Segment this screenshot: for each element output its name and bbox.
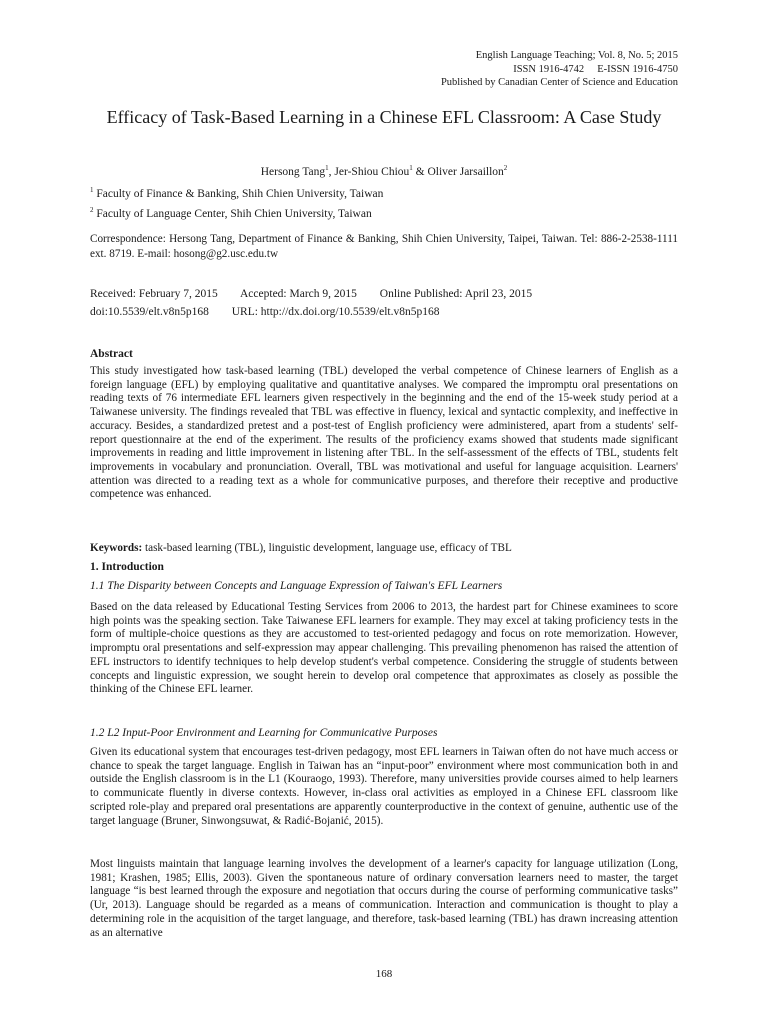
correspondence: Correspondence: Hersong Tang, Department of Finance & Banking, Shih Chien University, Taipei, Taiwan. Tel: 886-2-2538-1111 ext. 8719. E-mail: hosong@g2.usc.edu.tw [90,233,678,260]
author-name: Hersong Tang [260,166,326,178]
journal-citation: English Language Teaching; Vol. 8, No. 5; 2015 [475,50,678,61]
page-number: 168 [375,968,393,980]
author-name: Jer-Shiou Chiou [334,166,410,178]
subsection-heading-1-1: 1.1 The Disparity between Concepts and Language Expression of Taiwan's EFL Learners [90,580,503,592]
affiliation-1 [90,188,383,200]
affiliation-text: Faculty of Finance & Banking, Shih Chien University, Taiwan [96,188,384,200]
author-affiliation-marker: 1 [409,164,413,173]
affiliation-text: Faculty of Language Center, Shih Chien University, Taiwan [96,208,372,220]
author-separator: , [328,166,335,178]
accepted-date: Accepted: March 9, 2015 [240,288,357,300]
doi-url-line [90,306,439,318]
affiliation-number: 2 [90,206,94,215]
author-separator: & [412,166,428,178]
url-link[interactable]: URL: http://dx.doi.org/10.5539/elt.v8n5p168 [231,306,440,318]
author-affiliation-marker: 1 [325,164,329,173]
paragraph-1-2-a: Given its educational system that encourages test-driven pedagogy, most EFL learners in Taiwan often do not have much access or chance to speak the target language. English in Taiwan has an “input-poor” environment where most communication both in and outside the English classroom is in the L1 (Kouraogo, 1993). Therefore, many universities provide courses aimed to help learners to communicate fluently in diverse contexts. However, in-class oral activities as employed in a Chinese EFL classroom like scripted role-play and prepared oral presentations are apparently counterproductive in the context of genuine, authentic use of the target language (Bruner, Sinwongsuwat, & Radić-Bojanić, 2015). [90,746,678,827]
section-heading-introduction: 1. Introduction [90,561,164,573]
affiliation-number: 1 [90,186,94,195]
published-date: Online Published: April 23, 2015 [379,288,533,300]
author-affiliation-marker: 2 [503,164,508,173]
keywords-label: Keywords: [90,542,143,554]
paragraph-1-1: Based on the data released by Educational Testing Services from 2006 to 2013, the hardest part for Chinese examinees to score high points was the speaking section. Take Taiwanese EFL learners for example. They may excel at taking proficiency tests in the form of multiple-choice questions as they are accustomed to test-oriented pedagogy and focus on rote memorization. However, impromptu oral presentations and self-expression may appear challenging. This prevailing phenomenon has raised the attention of EFL instructors to identify techniques to help develop student's verbal competence. Considering the struggle of students between concepts and linguistic expression, we sought herein to develop oral competence that approximates as closely as possible the thinking of the Chinese EFL learner. [90,601,678,696]
issn-line: ISSN 1916-4742 E-ISSN 1916-4750 [513,64,678,75]
subsection-heading-1-2: 1.2 L2 Input-Poor Environment and Learning for Communicative Purposes [90,727,438,739]
publication-dates [90,288,532,300]
author-list [0,166,768,178]
received-date: Received: February 7, 2015 [90,288,218,300]
abstract-text: This study investigated how task-based learning (TBL) developed the verbal competence of Chinese learners of English as a foreign language (EFL) by employing qualitative and quantitative analyses. We compared the impromptu oral presentations on reading texts of 76 intermediate EFL learners given respectively in the beginning and the end of the 15-week study period at a Taiwanese university. The findings revealed that TBL was effective in fluency, lexical and syntactic complexity, and ineffective in accuracy. Besides, a standardized pretest and a post-test of English proficiency were administered, apart from a students' self-report questionnaire at the end of the experiment. The results of the proficiency exams showed that students made significant improvements in reading and little improvement in listening after TBL. In the self-assessment of the effects of TBL, students felt improvements in vocabulary and pronunciation. Overall, TBL was motivational and useful for language acquisition. Learners' attention was directed to a reading text as a whole for communicative purposes, and therefore their receptive and productive competence was enhanced. [90,365,678,501]
keywords-text: task-based learning (TBL), linguistic development, language use, efficacy of TBL [145,542,512,554]
paragraph-1-2-b: Most linguists maintain that language learning involves the development of a learner's capacity for language utilization (Long, 1981; Krashen, 1985; Ellis, 2003). Given the spontaneous nature of ordinary conversation learners need to master, the target language “is best learned through the exposure and negotiation that occurs during the course of performing communicative tasks” (Ur, 2013). Language should be regarded as a means of communication. Interaction and communication is thought to play a determining role in the acquisition of the target language, and therefore, task-based learning (TBL) has drawn increasing attention as an alternative [90,858,678,939]
keywords-line [90,542,512,554]
doi-link[interactable]: doi:10.5539/elt.v8n5p168 [90,306,209,318]
affiliation-2 [90,208,372,220]
paper-title: Efficacy of Task-Based Learning in a Chinese EFL Classroom: A Case Study [106,107,662,127]
abstract-heading: Abstract [90,348,133,360]
author-name: Oliver Jarsaillon [427,166,504,178]
publisher-line: Published by Canadian Center of Science and Education [440,77,678,88]
